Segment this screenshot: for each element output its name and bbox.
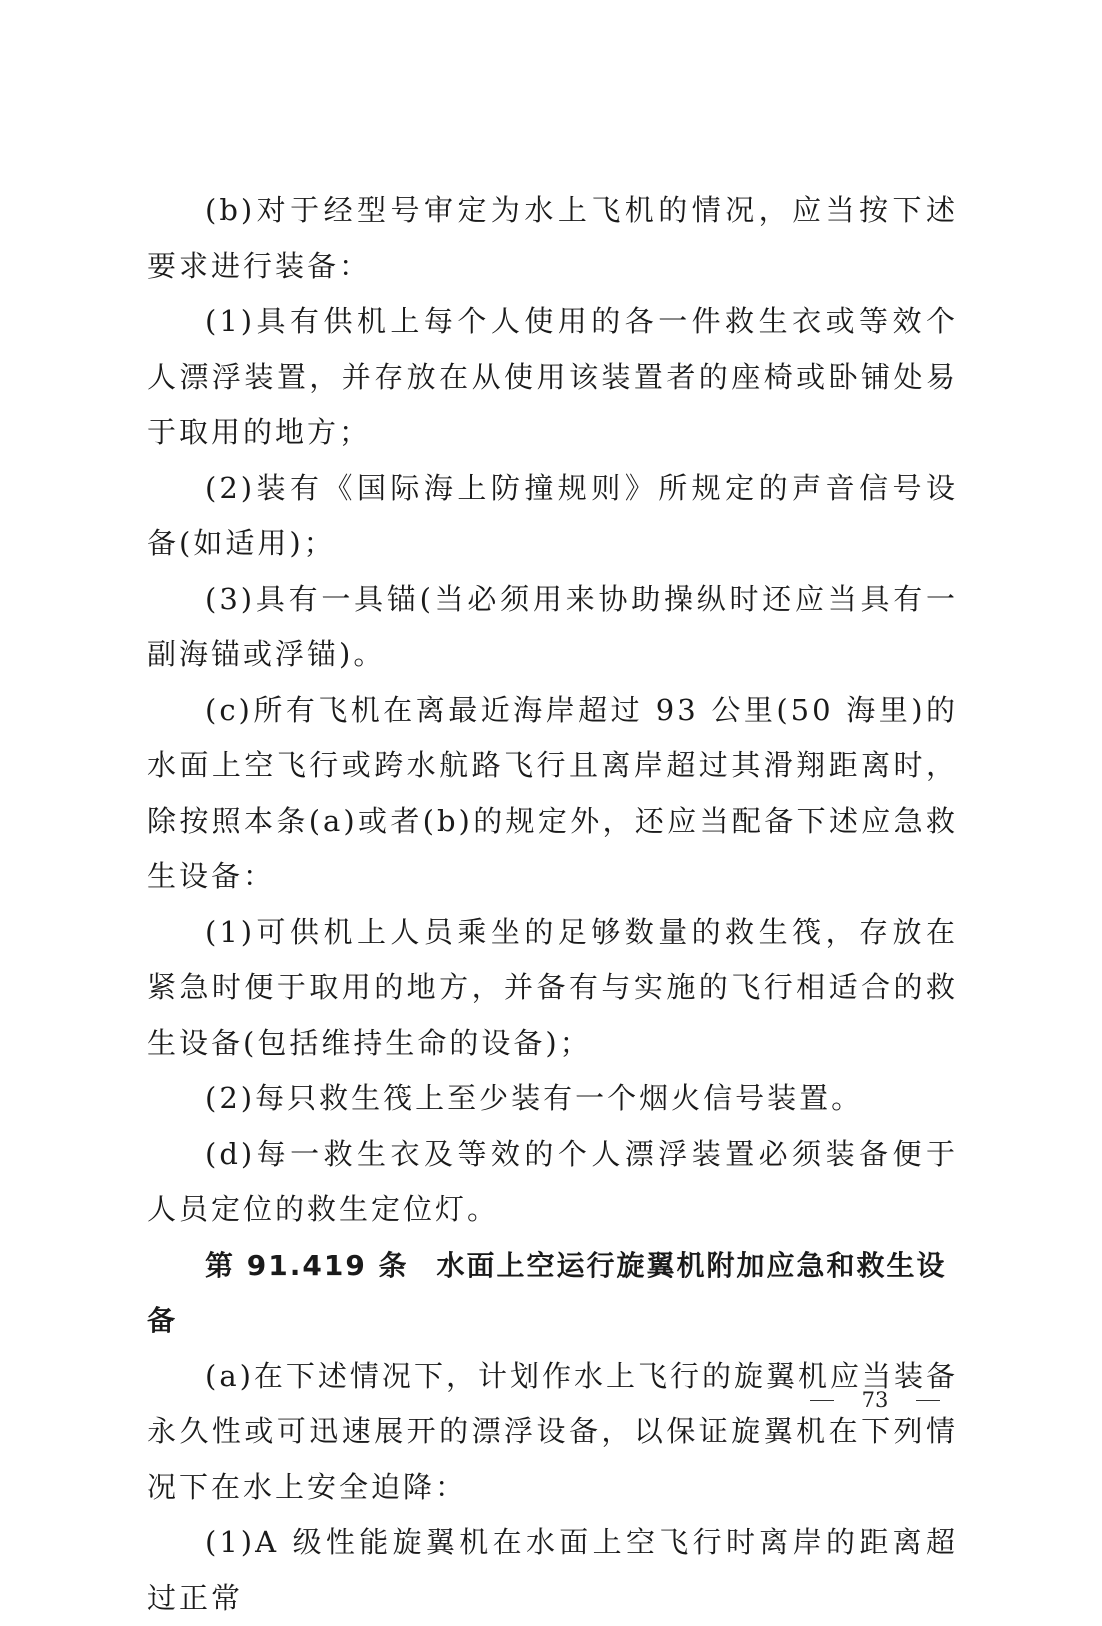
paragraph-b-3: (3)具有一具锚(当必须用来协助操纵时还应当具有一副海锚或浮锚)。 — [147, 581, 958, 671]
paragraph-a: (a)在下述情况下，计划作水上飞行的旋翼机应当装备永久性或可迅速展开的漂浮设备，以保证旋翼机在下列情况下在水上安全迫降： — [147, 1358, 958, 1504]
footer-dash-left — [810, 1400, 834, 1401]
paragraph-b: (b)对于经型号审定为水上飞机的情况，应当按下述要求进行装备： — [147, 193, 958, 283]
page-number: 73 — [861, 1388, 889, 1412]
paragraph-c-2: (2)每只救生筏上至少装有一个烟火信号装置。 — [205, 1081, 864, 1115]
page-footer — [810, 1385, 940, 1415]
paragraph-c-1: (1)可供机上人员乘坐的足够数量的救生筏，存放在紧急时便于取用的地方，并备有与实施的飞行相适合的救生设备(包括维持生命的设备)； — [147, 914, 958, 1060]
paragraph-b-2: (2)装有《国际海上防撞规则》所规定的声音信号设备(如适用)； — [147, 470, 958, 560]
paragraph-d: (d)每一救生衣及等效的个人漂浮装置必须装备便于人员定位的救生定位灯。 — [147, 1136, 958, 1226]
paragraph-b-1: (1)具有供机上每个人使用的各一件救生衣或等效个人漂浮装置，并存放在从使用该装置者的座椅或卧铺处易于取用的地方； — [147, 304, 958, 449]
footer-dash-right — [916, 1400, 940, 1401]
article-title: 水面上空运行旋翼机附加应急和救生设备 — [147, 1248, 947, 1337]
article-number: 第 91.419 条 — [205, 1248, 409, 1282]
paragraph-c: (c)所有飞机在离最近海岸超过 93 公里(50 海里)的水面上空飞行或跨水航路飞行且离岸超过其滑翔距离时，除按照本条(a)或者(b)的规定外，还应当配备下述应急救生设备： — [147, 692, 958, 893]
article-heading — [147, 1238, 958, 1349]
paragraph-a-1: (1)A 级性能旋翼机在水面上空飞行时离岸的距离超过正常 — [147, 1525, 958, 1615]
